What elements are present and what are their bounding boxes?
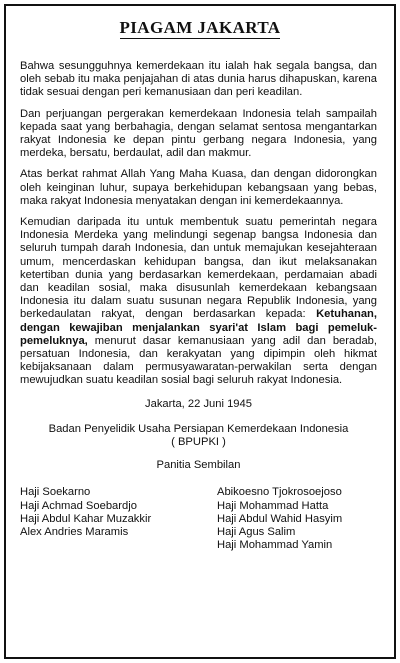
- signatories-right-column: [217, 486, 377, 552]
- paragraph-4-emphasis: Ketuhanan, dengan kewajiban menjalankan syari'at Islam bagi pemeluk-pemeluknya,: [20, 308, 377, 347]
- signatory-name: Haji Achmad Soebardjo: [20, 499, 137, 512]
- paragraph-4-conclusion: menurut dasar kemanusiaan yang adil dan beradab, persatuan Indonesia, dan kerakyatan yang dipimpin oleh hikmat kebijaksanaan dalam permusyawaratan-perwakilan serta dengan mewujudkan suatu keadilan sosial bagi seluruh rakyat Indonesia.: [20, 334, 377, 387]
- paragraph-3: Atas berkat rahmat Allah Yang Maha Kuasa, dan dengan didorongkan oleh keinginan luhur, supaya berkehidupan kebangsaan yang bebas, maka rakyat Indonesia menyatakan dengan ini kemerdekaannya.: [20, 168, 377, 207]
- signatory-name: Haji Soekarno: [20, 486, 91, 499]
- signatories: [20, 486, 377, 552]
- title-text: PIAGAM JAKARTA: [119, 18, 281, 37]
- document-title: [0, 18, 400, 38]
- signatory-name: Haji Agus Salim: [217, 526, 296, 539]
- paragraph-4: [20, 216, 377, 388]
- signatory-name: Alex Andries Maramis: [20, 526, 129, 539]
- paragraph-2: Dan perjuangan pergerakan kemerdekaan Indonesia telah sampailah kepada saat yang berbahagia, dengan selamat sentosa mengantarkan rakyat Indonesia ke depan pintu gerbang negara Indonesia, yang merdeka, bersatu, berdaulat, adil dan makmur.: [20, 107, 377, 160]
- paragraph-1: Bahwa sesungguhnya kemerdekaan itu ialah hak segala bangsa, dan oleh sebab itu maka penjajahan di atas dunia harus dihapuskan, karena tidak sesuai dengan peri kemanusiaan dan peri keadilan.: [20, 60, 377, 99]
- signatory-name: Haji Abdul Wahid Hasyim: [217, 512, 343, 525]
- document-body: [20, 60, 377, 553]
- organization-abbreviation: ( BPUPKI ): [171, 436, 226, 449]
- paragraph-4-intro: Kemudian daripada itu untuk membentuk suatu pemerintah negara Indonesia Merdeka yang melindungi segenap bangsa Indonesia dan seluruh tumpah darah Indonesia, dan untuk memajukan kesejahteraan umum, mencerdaskan kehidupan bangsa, dan ikut melaksanakan ketertiban dunia yang berdasarkan kemerdekaan, perdamaian abadi dan keadilan sosial, maka disusunlah kemerdekaan kebangsaan Indonesia itu dalam suatu susunan negara Republik Indonesia, yang berkedaulatan rakyat, dengan berdasarkan kepada:: [20, 216, 377, 321]
- organization-block: [20, 423, 377, 449]
- signatory-name: Haji Mohammad Yamin: [217, 539, 333, 552]
- signatories-left-column: [20, 486, 195, 552]
- signatory-name: Haji Abdul Kahar Muzakkir: [20, 512, 152, 525]
- organization-name: Badan Penyelidik Usaha Persiapan Kemerdekaan Indonesia: [48, 422, 349, 435]
- place-and-date: Jakarta, 22 Juni 1945: [145, 397, 252, 410]
- signatory-name: Haji Mohammad Hatta: [217, 499, 329, 512]
- committee-name: Panitia Sembilan: [156, 459, 241, 472]
- signatory-name: Abikoesno Tjokrosoejoso: [217, 486, 342, 499]
